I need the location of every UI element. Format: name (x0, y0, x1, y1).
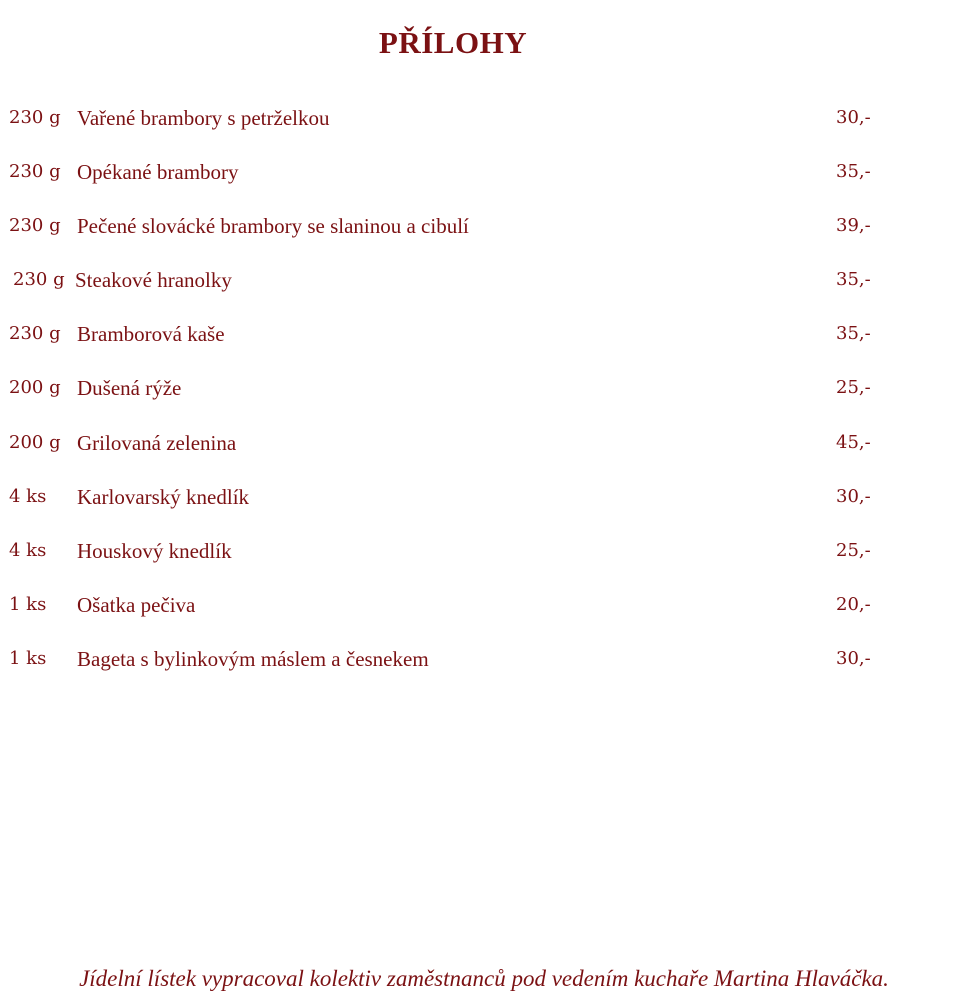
item-quantity: 4 ks (9, 485, 47, 507)
item-price: 45,- (836, 431, 871, 453)
page-title: PŘÍLOHY (378, 24, 528, 60)
menu-item (0, 154, 960, 208)
item-quantity: 230 g (9, 107, 61, 128)
item-quantity: 230 g (9, 215, 61, 237)
menu-item (0, 425, 960, 479)
menu-item (0, 100, 960, 154)
item-price: 35,- (836, 161, 871, 183)
item-price: 30,- (836, 485, 871, 507)
item-price: 30,- (836, 107, 871, 128)
item-price: 25,- (836, 539, 871, 561)
menu-item (0, 641, 960, 695)
item-name: Steakové hranolky (75, 268, 232, 293)
item-quantity: 1 ks (9, 593, 47, 615)
item-price: 30,- (836, 647, 871, 669)
menu-item (0, 316, 960, 370)
item-name: Opékané brambory (77, 160, 239, 185)
item-name: Houskový knedlík (77, 538, 232, 563)
menu-item (0, 370, 960, 424)
menu-item (0, 587, 960, 641)
item-quantity: 230 g (9, 323, 61, 345)
item-quantity: 230 g (13, 269, 65, 291)
item-price: 35,- (836, 323, 871, 345)
item-quantity: 200 g (9, 377, 61, 399)
menu-item (0, 533, 960, 587)
item-quantity: 4 ks (9, 539, 47, 561)
item-quantity: 230 g (9, 161, 61, 183)
menu-list (0, 100, 960, 695)
item-name: Grilovaná zelenina (77, 430, 237, 455)
item-quantity: 200 g (9, 431, 61, 453)
item-price: 35,- (836, 269, 871, 291)
item-name: Dušená rýže (77, 376, 182, 401)
item-name: Bramborová kaše (77, 322, 225, 347)
item-name: Pečené slovácké brambory se slaninou a cibulí (77, 214, 469, 239)
item-price: 25,- (836, 377, 871, 399)
item-quantity: 1 ks (9, 647, 47, 669)
item-name: Karlovarský knedlík (77, 484, 250, 509)
footer-note: Jídelní lístek vypracoval kolektiv zaměstnanců pod vedením kuchaře Martina Hlaváčka. (79, 966, 889, 991)
item-name: Bageta s bylinkovým máslem a česnekem (77, 646, 429, 671)
menu-item (0, 262, 960, 316)
item-price: 20,- (836, 593, 871, 615)
item-price: 39,- (836, 215, 871, 237)
item-name: Ošatka pečiva (77, 592, 196, 617)
item-name: Vařené brambory s petrželkou (77, 106, 330, 130)
menu-item (0, 479, 960, 533)
menu-item (0, 208, 960, 262)
